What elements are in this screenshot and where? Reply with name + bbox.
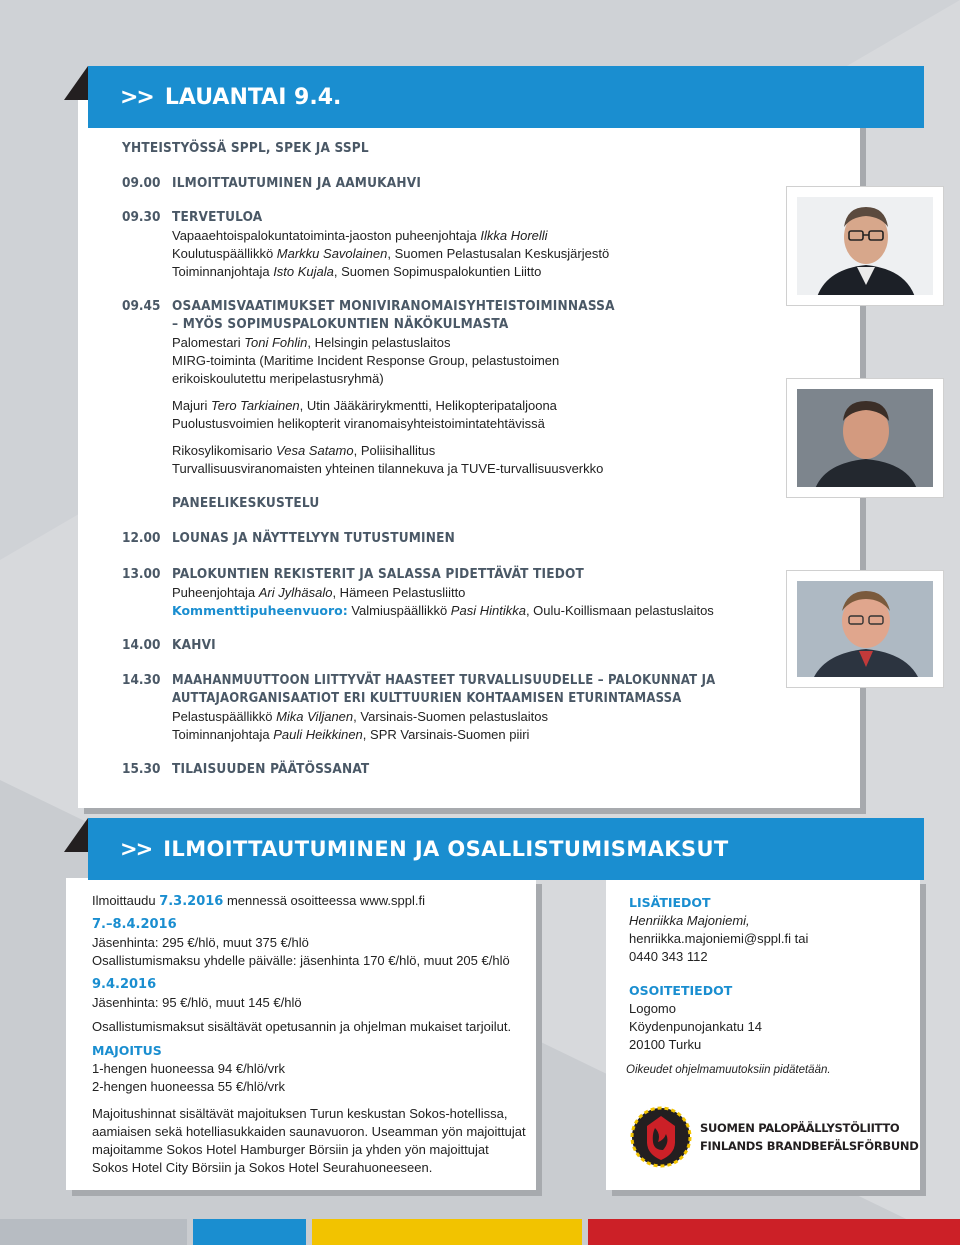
speaker-line: Toiminnanjohtaja Isto Kujala, Suomen Sopimuspalokuntien Liitto (172, 264, 542, 279)
topic-line: Turvallisuusviranomaisten yhteinen tilannekuva ja TUVE-turvallisuusverkko (172, 461, 604, 476)
item-time: 15.30 (122, 761, 161, 777)
program-banner-corner (64, 66, 88, 100)
date-heading: 7.–8.4.2016 (92, 917, 177, 932)
speaker-photo (786, 570, 944, 688)
registration-banner-corner (64, 818, 88, 852)
item-title: OSAAMISVAATIMUKSET MONIVIRANOMAISYHTEISTOIMINNASSA (172, 298, 615, 314)
speaker-line: Koulutuspäällikkö Markku Savolainen, Suomen Pelastusalan Keskusjärjestö (172, 246, 610, 261)
item-time: 09.45 (122, 298, 161, 314)
footer-bar-red (588, 1219, 960, 1245)
majoitus-line: 2-hengen huoneessa 55 €/hlö/vrk (92, 1079, 285, 1094)
item-title: ILMOITTAUTUMINEN JA AAMUKAHVI (172, 175, 422, 191)
item-title: TILAISUUDEN PÄÄTÖSSANAT (172, 761, 370, 777)
majoitus-note: Majoitushinnat sisältävät majoituksen Turun keskustan Sokos-hotellissa, (92, 1106, 508, 1121)
item-title-2: – MYÖS SOPIMUSPALOKUNTIEN NÄKÖKULMASTA (172, 316, 509, 332)
program-banner-title: LAUANTAI 9.4. (164, 84, 342, 110)
footer-bar-grey (0, 1219, 187, 1245)
comment-label: Kommenttipuheenvuoro: (172, 603, 348, 618)
speaker-line: Vapaaehtoispalokuntatoiminta-jaoston puheenjohtaja Ilkka Horelli (172, 228, 548, 243)
address-line: Logomo (629, 1001, 676, 1016)
majoitus-note: aamiaisen sekä hotelliasukkaiden saunavuoron. Useamman yön majoittujat (92, 1124, 526, 1139)
includes-line: Osallistumismaksut sisältävät opetusannin ja ohjelman mukaiset tarjoilut. (92, 1019, 512, 1034)
speaker-line: Rikosylikomisario Vesa Satamo, Poliisihallitus (172, 443, 436, 458)
sppl-logo (630, 1106, 692, 1168)
address-line: 20100 Turku (629, 1037, 702, 1052)
portrait-icon (797, 389, 933, 487)
item-title-2: AUTTAJAORGANISAATIOT ERI KULTTUURIEN KOHTAAMISEN ETURINTAMASSA (172, 691, 682, 706)
item-time: 14.30 (122, 672, 161, 688)
cooperation-line: YHTEISTYÖSSÄ SPPL, SPEK JA SSPL (122, 140, 369, 156)
contact-email[interactable]: henriikka.majoniemi@sppl.fi tai (629, 931, 809, 946)
registration-banner-title: ILMOITTAUTUMINEN JA OSALLISTUMISMAKSUT (163, 837, 729, 861)
contact-phone: 0440 343 112 (629, 949, 708, 964)
speaker-line: Puheenjohtaja Ari Jylhäsalo, Hämeen Pelastusliitto (172, 585, 466, 600)
registration-banner (88, 818, 924, 880)
price-line: Osallistumismaksu yhdelle päivälle: jäsenhinta 170 €/hlö, muut 205 €/hlö (92, 953, 510, 968)
majoitus-note: majoitamme Sokos Hotel Hamburger Börsiin ja yhden yön majoittujat (92, 1142, 489, 1157)
chevron-icon: >> (120, 84, 153, 110)
logo-text-1: SUOMEN PALOPÄÄLLYSTÖLIITTO (700, 1121, 900, 1135)
logo-text-2: FINLANDS BRANDBEFÄLSFÖRBUND (700, 1139, 919, 1153)
topic-line: erikoiskoulutettu meripelastusryhmä) (172, 371, 384, 386)
speaker-photo (786, 186, 944, 306)
footer-bar-yellow (312, 1219, 582, 1245)
item-title: LOUNAS JA NÄYTTELYYN TUTUSTUMINEN (172, 530, 456, 546)
disclaimer: Oikeudet ohjelmamuutoksiin pidätetään. (626, 1064, 831, 1076)
address-line: Köydenpunojankatu 14 (629, 1019, 763, 1034)
item-title: TERVETULOA (172, 209, 263, 225)
speaker-line: Palomestari Toni Fohlin, Helsingin pelastuslaitos (172, 335, 451, 350)
item-title: PALOKUNTIEN REKISTERIT JA SALASSA PIDETTÄVÄT TIEDOT (172, 566, 585, 582)
footer-bar-blue (193, 1219, 306, 1245)
item-time: 13.00 (122, 566, 161, 582)
price-line: Jäsenhinta: 295 €/hlö, muut 375 €/hlö (92, 935, 309, 950)
majoitus-heading: MAJOITUS (92, 1043, 162, 1058)
lisatiedot-heading: LISÄTIEDOT (629, 895, 711, 910)
speaker-line: Toiminnanjohtaja Pauli Heikkinen, SPR Varsinais-Suomen piiri (172, 727, 530, 742)
majoitus-note: Sokos Hotel City Börsiin ja Sokos Hotel Seurahuoneeseen. (92, 1160, 433, 1175)
chevron-icon: >> (120, 837, 152, 861)
speaker-line: Majuri Tero Tarkiainen, Utin Jääkärirykmentti, Helikopteripataljoona (172, 398, 557, 413)
speaker-photo (786, 378, 944, 498)
sppl-emblem-icon (630, 1106, 692, 1168)
item-title: MAAHANMUUTTOON LIITTYVÄT HAASTEET TURVALLISUUDELLE – PALOKUNNAT JA (172, 673, 716, 688)
majoitus-line: 1-hengen huoneessa 94 €/hlö/vrk (92, 1061, 285, 1076)
registration-intro: Ilmoittaudu 7.3.2016 mennessä osoitteessa www.sppl.fi (92, 893, 425, 909)
contact-name: Henriikka Majoniemi, (629, 913, 750, 928)
price-line: Jäsenhinta: 95 €/hlö, muut 145 €/hlö (92, 995, 302, 1010)
item-title: KAHVI (172, 637, 216, 653)
portrait-icon (797, 581, 933, 677)
panel-discussion: PANEELIKESKUSTELU (172, 495, 320, 511)
topic-line: Puolustusvoimien helikopterit viranomaisyhteistoimintatehtävissä (172, 416, 545, 431)
topic-line: MIRG-toiminta (Maritime Incident Response Group, pelastustoimen (172, 353, 560, 368)
item-time: 09.30 (122, 209, 161, 225)
speaker-line: Pelastuspäällikkö Mika Viljanen, Varsinais-Suomen pelastuslaitos (172, 709, 549, 724)
item-time: 14.00 (122, 637, 161, 653)
portrait-icon (797, 197, 933, 295)
item-time: 12.00 (122, 530, 161, 546)
program-banner (88, 66, 924, 128)
comment-line: Kommenttipuheenvuoro: Valmiuspäällikkö Pasi Hintikka, Oulu-Koillismaan pelastuslaitos (172, 603, 714, 618)
date-heading: 9.4.2016 (92, 977, 157, 992)
osoite-heading: OSOITETIEDOT (629, 983, 733, 998)
item-time: 09.00 (122, 175, 161, 191)
